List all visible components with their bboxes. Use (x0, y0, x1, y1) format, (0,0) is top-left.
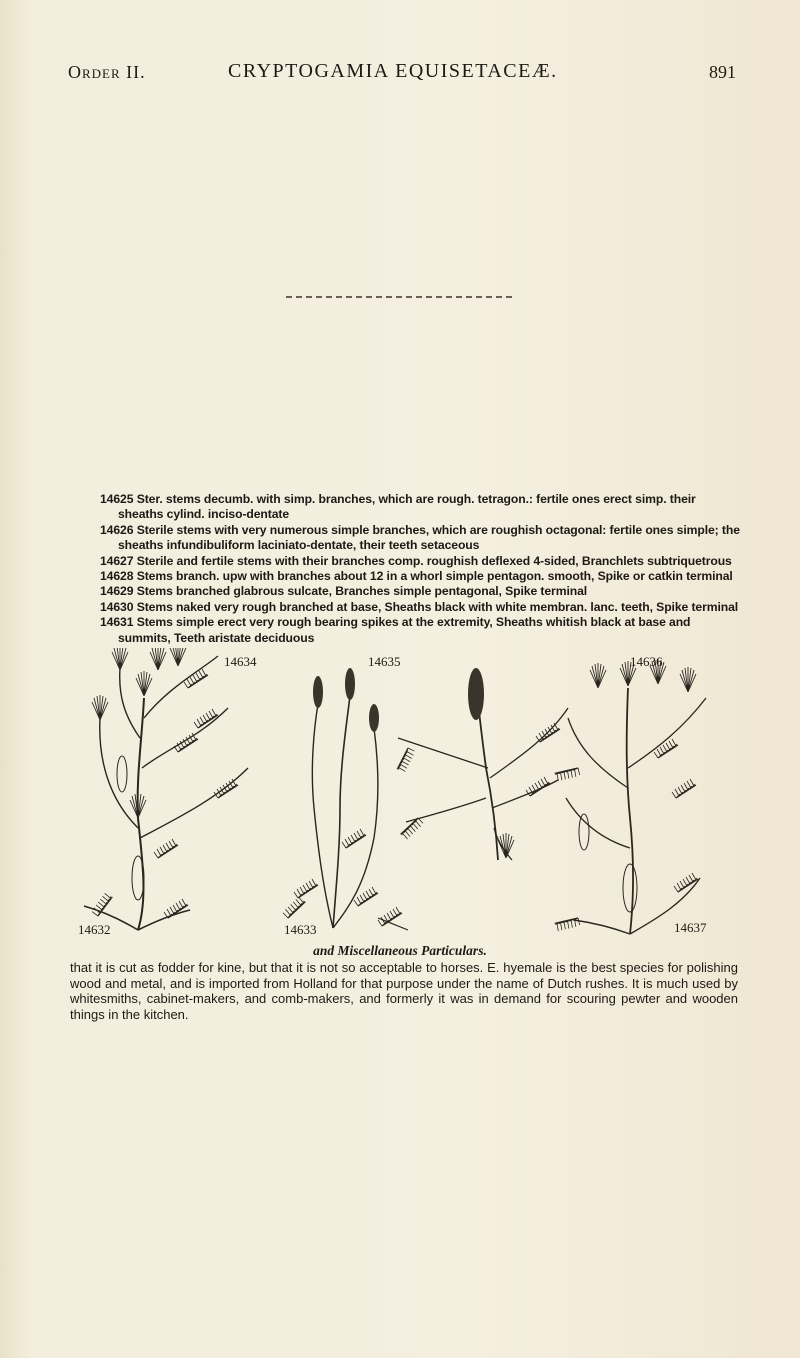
entry-number: 14625 (100, 492, 134, 506)
figure-label-14635: 14635 (368, 654, 401, 669)
entry-14630 (100, 600, 740, 615)
entry-text: Sterile stems with very numerous simple branches, which are roughish octagonal: fertile ones simple; the sheaths infundibuliform laciniato-dentate, their teeth setaceous (118, 522, 740, 553)
entry-text: Stems branch. upw with branches about 12 in a whorl simple pentagon. smooth, Spike or catkin terminal (136, 569, 733, 584)
entry-number: 14630 (100, 599, 134, 614)
figure-label-14632: 14632 (78, 922, 111, 937)
species-entries (100, 492, 740, 646)
entry-number: 14627 (100, 553, 134, 568)
figure-label-14636: 14636 (630, 654, 663, 669)
section-heading: and Miscellaneous Particulars. (313, 943, 487, 958)
fig-14636-14637-plant (553, 659, 706, 937)
divider-rule (286, 296, 512, 298)
entry-14629 (100, 584, 740, 599)
entry-text: Stems simple erect very rough bearing spikes at the extremity, Sheaths whitish black at base and summits, Teeth aristate deciduous (118, 615, 691, 645)
entry-14626 (100, 523, 740, 554)
entry-14631 (100, 615, 740, 646)
page-number: 891 (709, 62, 736, 82)
botanical-plate (78, 648, 726, 942)
page-title: CRYPTOGAMIA EQUISETACEÆ. (228, 60, 558, 82)
entry-number: 14626 (100, 522, 134, 537)
entry-number: 14628 (100, 569, 134, 584)
order-label: Order II. (68, 62, 146, 82)
fig-14635-plant (391, 668, 568, 860)
entry-text: Stems naked very rough branched at base, Sheaths black with white membran. lanc. teeth, Spike terminal (136, 599, 739, 614)
figure-label-14637: 14637 (674, 920, 707, 935)
fig-14632-14634-plant (84, 648, 248, 930)
entry-14628 (100, 569, 740, 584)
entry-number: 14631 (100, 615, 134, 630)
body-paragraph: that it is cut as fodder for kine, but that it is not so acceptable to horses. E. hyemale is the best species for polishing wood and metal, and is imported from Holland for that purpose under the name of Dutch rushes. It is much used by whitesmiths, cabinet-makers, and comb-makers, and formerly it was in demand for scouring pewter and wooden things in the kitchen. (70, 960, 738, 1022)
figure-label-14634: 14634 (224, 654, 257, 669)
entry-text: Sterile and fertile stems with their branches comp. roughish deflexed 4-sided, Branchlets subtriquetrous (136, 553, 732, 568)
equisetum-illustration (78, 648, 726, 942)
entry-number: 14629 (100, 584, 134, 599)
entry-14627 (100, 554, 740, 569)
fig-14633-plant (281, 668, 408, 930)
entry-text: Ster. stems decumb. with simp. branches, which are rough. tetragon.: fertile ones erect simp. their sheaths cylind. inciso-dentate (118, 492, 696, 522)
entry-text: Stems branched glabrous sulcate, Branches simple pentagonal, Spike terminal (136, 584, 588, 599)
running-header (68, 60, 736, 90)
entry-14625 (100, 492, 740, 523)
figure-label-14633: 14633 (284, 922, 317, 937)
